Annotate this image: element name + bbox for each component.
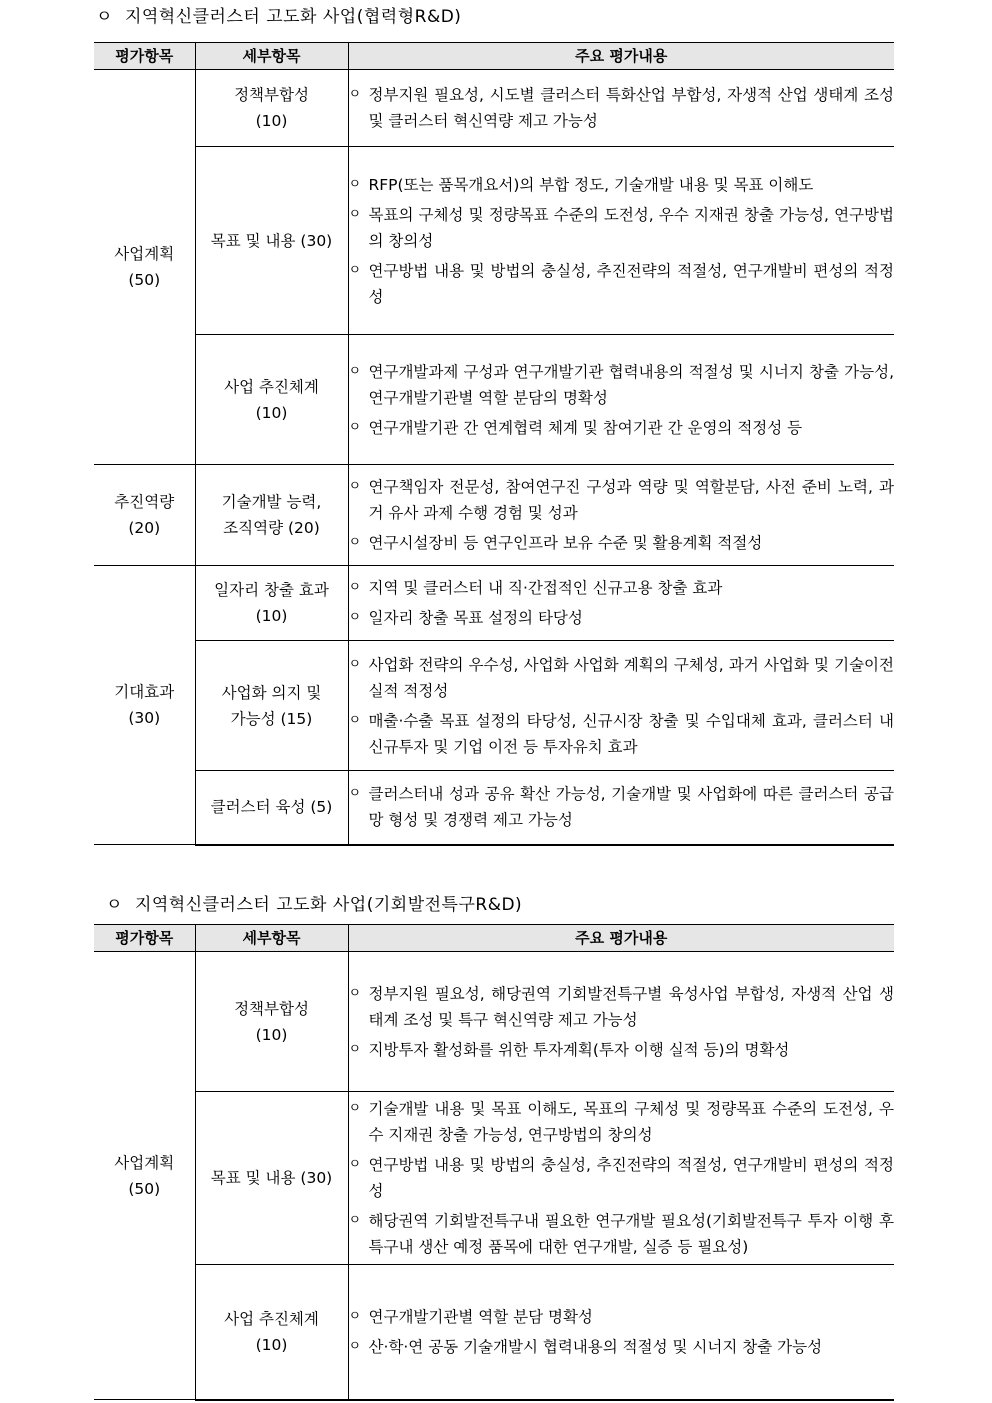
table-row [94,70,894,147]
table-row [94,952,894,1092]
header-subitem: 세부항목 [195,925,348,952]
list-item: ㅇ 연구방법 내용 및 방법의 충실성, 추진전략의 적절성, 연구개발비 편성의 적정성 [348,261,894,306]
section-title-2 [106,890,522,915]
category-cell: 사업계획 (50) [94,952,195,1400]
content-cell [348,70,894,147]
list-item: ㅇ 목표의 구체성 및 정량목표 수준의 도전성, 우수 지재권 창출 가능성, 연구방법의 창의성 [348,205,894,250]
subitem-cell: 정책부합성 (10) [195,70,348,147]
content-cell [348,1265,894,1400]
list-item: ㅇ 연구시설장비 등 연구인프라 보유 수준 및 활용계획 적절성 [348,534,763,552]
list-item: ㅇ 연구개발과제 구성과 연구개발기관 협력내용의 적절성 및 시너지 창출 가능성, 연구개발기관별 역할 분담의 명확성 [348,362,894,407]
header-subitem: 세부항목 [195,43,348,70]
section-bullet: ㅇ [106,895,123,915]
table-row [94,465,894,566]
list-item: ㅇ 매출·수출 목표 설정의 타당성, 신규시장 창출 및 수입대체 효과, 클러스터 내 신규투자 및 기업 이전 등 투자유치 효과 [348,711,894,756]
table-header-row [94,43,894,70]
category-cell: 추진역량 (20) [94,465,195,566]
section-title-1 [96,2,461,27]
table-row [94,335,894,465]
list-item: ㅇ 일자리 창출 목표 설정의 타당성 [348,609,583,627]
header-content: 주요 평가내용 [348,43,894,70]
header-category: 평가항목 [94,43,195,70]
content-cell [348,952,894,1092]
list-item: ㅇ 기술개발 내용 및 목표 이해도, 목표의 구체성 및 정량목표 수준의 도전성, 우수 지재권 창출 가능성, 연구방법의 창의성 [348,1100,894,1144]
evaluation-table-1 [94,42,894,846]
table-header-row [94,925,894,952]
subitem-cell: 클러스터 육성 (5) [195,771,348,845]
list-item: ㅇ 산·학·연 공동 기술개발시 협력내용의 적절성 및 시너지 창출 가능성 [348,1337,823,1356]
subitem-cell: 기술개발 능력, 조직역량 (20) [195,465,348,566]
content-cell [348,641,894,771]
header-category: 평가항목 [94,925,195,952]
table-row [94,1092,894,1265]
category-cell: 기대효과 (30) [94,566,195,845]
list-item: ㅇ 클러스터내 성과 공유 확산 가능성, 기술개발 및 사업화에 따른 클러스터 공급망 형성 및 경쟁력 제고 가능성 [348,785,894,830]
table-row [94,641,894,771]
list-item: ㅇ 연구책임자 전문성, 참여연구진 구성과 역량 및 역할분담, 사전 준비 노력, 과거 유사 과제 수행 경험 및 성과 [348,478,894,522]
list-item: ㅇ 정부지원 필요성, 시도별 클러스터 특화산업 부합성, 자생적 산업 생태계 조성 및 클러스터 혁신역량 제고 가능성 [348,86,894,130]
list-item: ㅇ 해당권역 기회발전특구내 필요한 연구개발 필요성(기회발전특구 투자 이행 후 특구내 생산 예정 품목에 대한 연구개발, 실증 등 필요성) [348,1212,894,1256]
content-cell [348,771,894,845]
list-item: ㅇ 정부지원 필요성, 해당권역 기회발전특구별 육성사업 부합성, 자생적 산업 생태계 조성 및 특구 혁신역량 제고 가능성 [348,984,894,1029]
table-row [94,566,894,641]
evaluation-table-2 [94,924,894,1401]
subitem-cell: 사업화 의지 및 가능성 (15) [195,641,348,771]
section-title-text: 지역혁신클러스터 고도화 사업(기회발전특구R&D) [134,895,523,915]
subitem-cell: 정책부합성 (10) [195,952,348,1092]
subitem-cell: 사업 추진체계 (10) [195,1265,348,1400]
content-cell [348,465,894,566]
subitem-cell: 목표 및 내용 (30) [195,147,348,335]
content-cell [348,147,894,335]
content-cell [348,566,894,641]
section-bullet: ㅇ [96,7,113,27]
list-item: ㅇ 연구개발기관별 역할 분담 명확성 [348,1307,593,1326]
table-row [94,147,894,335]
list-item: ㅇ 연구방법 내용 및 방법의 충실성, 추진전략의 적절성, 연구개발비 편성의 적정성 [348,1156,894,1200]
list-item: ㅇ 지역 및 클러스터 내 직·간접적인 신규고용 창출 효과 [348,579,723,597]
content-cell [348,335,894,465]
header-content: 주요 평가내용 [348,925,894,952]
category-cell: 사업계획 (50) [94,70,195,465]
content-cell [348,1092,894,1265]
list-item: ㅇ 사업화 전략의 우수성, 사업화 사업화 계획의 구체성, 과거 사업화 및 기술이전 실적 적정성 [348,655,894,700]
subitem-cell: 사업 추진체계 (10) [195,335,348,465]
subitem-cell: 일자리 창출 효과 (10) [195,566,348,641]
subitem-cell: 목표 및 내용 (30) [195,1092,348,1265]
section-title-text: 지역혁신클러스터 고도화 사업(협력형R&D) [124,7,462,27]
list-item: ㅇ 지방투자 활성화를 위한 투자계획(투자 이행 실적 등)의 명확성 [348,1040,790,1059]
table-row [94,1265,894,1400]
list-item: ㅇ RFP(또는 품목개요서)의 부합 정도, 기술개발 내용 및 목표 이해도 [348,175,814,194]
table-row [94,771,894,845]
list-item: ㅇ 연구개발기관 간 연계협력 체계 및 참여기관 간 운영의 적정성 등 [348,418,803,437]
